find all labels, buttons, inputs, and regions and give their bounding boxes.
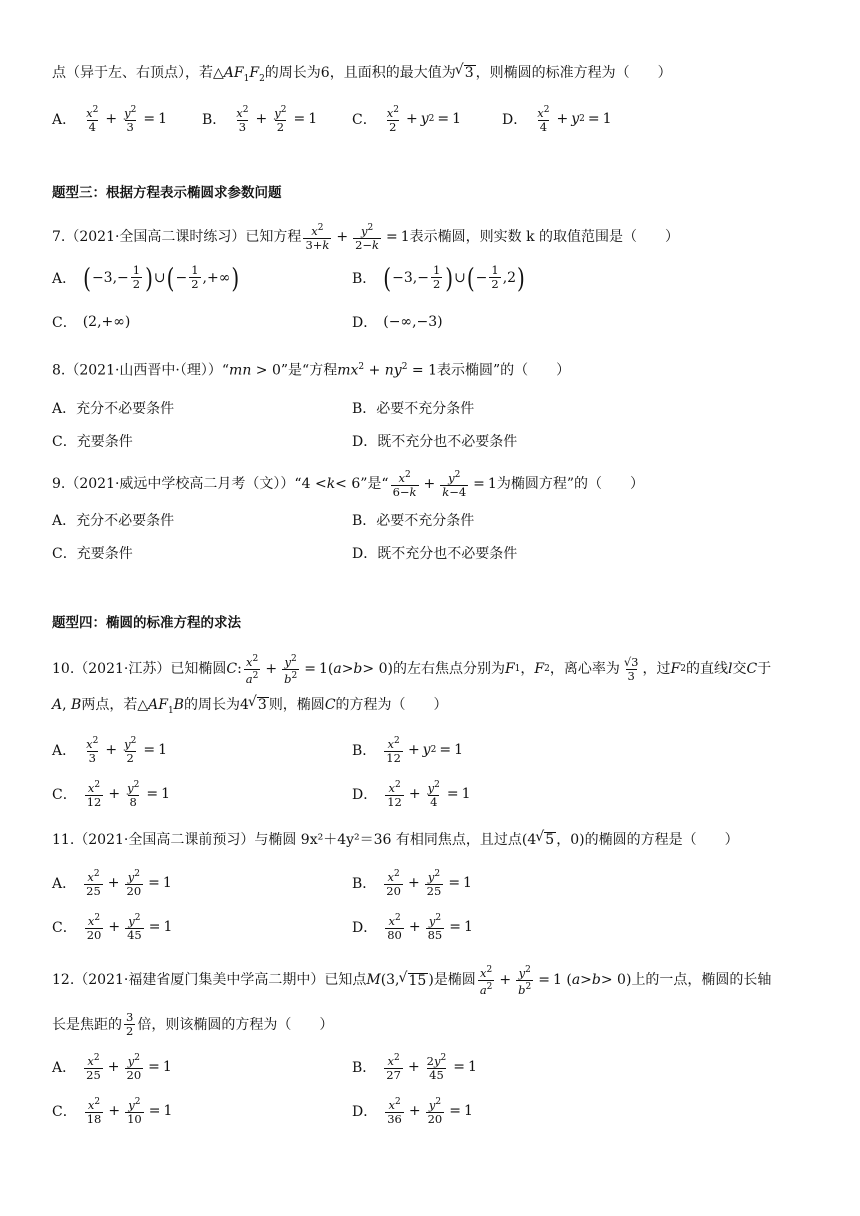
q11-option-d[interactable]: D． $\frac{x^2}{80}$ + $\frac{y^2}{85}$ = 1 bbox=[352, 913, 473, 942]
q7-option-d[interactable]: D． (−∞,−3) bbox=[352, 314, 443, 331]
q9-option-b[interactable]: B．必要不充分条件 bbox=[352, 513, 475, 529]
q7-option-b[interactable]: B． ( −3,− $\frac{1}{2}$ ) ∪ ( − $\frac{1}{2}$ ,2 ) bbox=[352, 261, 525, 294]
q8-option-c[interactable]: C．充要条件 bbox=[52, 434, 133, 450]
section-3-heading: 题型三：根据方程表示椭圆求参数问题 bbox=[52, 185, 282, 201]
q8-stem: 8.（2021·山西晋中·（理））“mn > 0”是“方程$mx^2 + ny^2 = 1$表示椭圆”的（ ） bbox=[52, 362, 571, 379]
q12-option-a[interactable]: A． $\frac{x^2}{25}$ + $\frac{y^2}{20}$ = 1 bbox=[52, 1053, 172, 1082]
q10-option-a[interactable]: A． $\frac{x^2}{3}$ + $\frac{y^2}{2}$ = 1 bbox=[52, 736, 167, 765]
q11-option-c[interactable]: C． $\frac{x^2}{20}$ + $\frac{y^2}{45}$ = 1 bbox=[52, 913, 173, 942]
q12-stem-line2: 长是焦距的 $\frac{3}{2}$ 倍，则该椭圆的方程为（ ） bbox=[52, 1010, 334, 1038]
q7-option-c[interactable]: C． (2,+∞) bbox=[52, 314, 131, 331]
q6-stem: 点（异于左、右顶点），若$\triangle AF_1F_2$的周长为6，且面积的最大值为√ 3 ，则椭圆的标准方程为（ ） bbox=[52, 63, 672, 89]
section-4-heading: 题型四：椭圆的标准方程的求法 bbox=[52, 615, 241, 631]
q12-stem: 12.（2021·福建省厦门集美中学高二期中）已知点 M (3, √ 15 ) 是椭圆 $\frac{x^2}{a^2}$ + $\frac{y^2}{b^2}$ = 1 ( a > b > 0) 上的一点，椭圆的长轴 bbox=[52, 964, 771, 997]
q7-stem: 7.（2021·全国高二课时练习）已知方程 $\frac{x^2}{3+k}$ + $\frac{y^2}{2-k}$ = 1 表示椭圆，则实数 k 的取值范围是（ ） bbox=[52, 223, 680, 252]
sqrt-3: √ 3 bbox=[464, 65, 476, 80]
q10-stem: 10.（2021·江苏）已知椭圆 C : $\frac{x^2}{a^2}$ + $\frac{y^2}{b^2}$ = 1( a > b > 0) 的左右焦点分别为 F 1 ， F 2 ，离心率为 $\frac{√3}{3}$ ，过 F 2 的直线 l 交 C 于 bbox=[52, 654, 772, 686]
q12-option-d[interactable]: D． $\frac{x^2}{36}$ + $\frac{y^2}{20}$ = 1 bbox=[352, 1097, 473, 1126]
q10-option-c[interactable]: C． $\frac{x^2}{12}$ + $\frac{y^2}{8}$ = 1 bbox=[52, 780, 170, 809]
q6-option-c[interactable]: C． $\frac{x^2}{2}$ + y 2 = 1 bbox=[352, 105, 461, 134]
q9-option-c[interactable]: C．充要条件 bbox=[52, 546, 133, 562]
q12-option-b[interactable]: B． $\frac{x^2}{27}$ + $\frac{2y^2}{45}$ = 1 bbox=[352, 1053, 477, 1082]
q12-option-c[interactable]: C． $\frac{x^2}{18}$ + $\frac{y^2}{10}$ = 1 bbox=[52, 1097, 173, 1126]
q8-option-d[interactable]: D．既不充分也不必要条件 bbox=[352, 434, 518, 450]
q6-option-b[interactable]: B． $\frac{x^2}{3}$ + $\frac{y^2}{2}$ = 1 bbox=[202, 105, 318, 134]
q6-option-a[interactable]: A． $\frac{x^2}{4}$ + $\frac{y^2}{3}$ = 1 bbox=[52, 105, 167, 134]
q9-stem: 9.（2021·威远中学校高二月考（文））“ 4 < k < 6 ”是“ $\frac{x^2}{6-k}$ + $\frac{y^2}{k-4}$ = 1 为椭圆方程”的（ ） bbox=[52, 470, 644, 499]
q11-option-a[interactable]: A． $\frac{x^2}{25}$ + $\frac{y^2}{20}$ = 1 bbox=[52, 869, 172, 898]
q6-option-d[interactable]: D． $\frac{x^2}{4}$ + y 2 = 1 bbox=[502, 105, 612, 134]
q9-option-d[interactable]: D．既不充分也不必要条件 bbox=[352, 546, 518, 562]
q7-option-a[interactable]: A． ( −3,− $\frac{1}{2}$ ) ∪ ( − $\frac{1}{2}$ ,+∞ ) bbox=[52, 261, 240, 294]
q8-option-b[interactable]: B．必要不充分条件 bbox=[352, 401, 475, 417]
q8-option-a[interactable]: A．充分不必要条件 bbox=[52, 401, 175, 417]
q11-option-b[interactable]: B． $\frac{x^2}{20}$ + $\frac{y^2}{25}$ = 1 bbox=[352, 869, 472, 898]
q10-option-b[interactable]: B． $\frac{x^2}{12}$ + y 2 = 1 bbox=[352, 736, 463, 765]
q11-stem: 11.（2021·全国高二课前预习）与椭圆 9x²＋4y²＝36 有相同焦点，且过点(4√ 5 ，0)的椭圆的方程是（ ） bbox=[52, 830, 739, 850]
q10-option-d[interactable]: D． $\frac{x^2}{12}$ + $\frac{y^2}{4}$ = 1 bbox=[352, 780, 471, 809]
q10-stem-line2: A, B两点，若$\triangle AF_1B$的周长为4√ 3 则，椭圆C的方程为（ ） bbox=[52, 695, 448, 721]
q9-option-a[interactable]: A．充分不必要条件 bbox=[52, 513, 175, 529]
